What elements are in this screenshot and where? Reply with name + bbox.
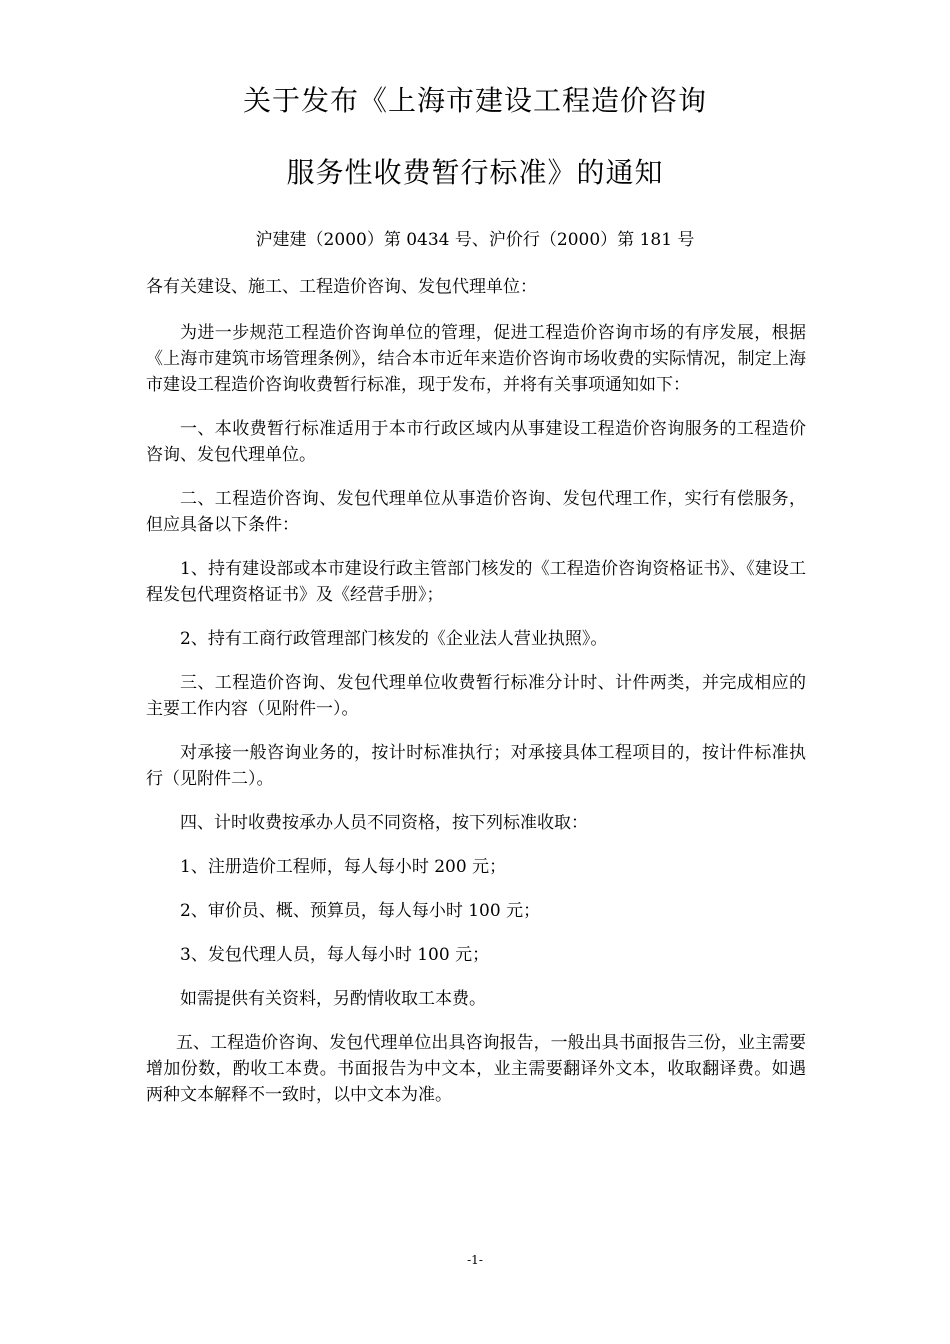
paragraph-condition-1: 1、持有建设部或本市建设行政主管部门核发的《工程造价咨询资格证书》、《建设工程发包代理资格证书》及《经营手册》； [146, 559, 806, 605]
page-number: -1- [467, 1253, 483, 1267]
paragraph-section-2: 二、工程造价咨询、发包代理单位从事造价咨询、发包代理工作，实行有偿服务，但应具备以下条件： [146, 489, 806, 535]
document-number: 沪建建（2000）第 0434 号、沪价行（2000）第 181 号 [255, 230, 695, 250]
paragraph-condition-2: 2、持有工商行政管理部门核发的《企业法人营业执照》。 [180, 629, 608, 649]
paragraph-rate-1: 1、注册造价工程师，每人每小时 200 元； [180, 857, 507, 877]
paragraph-materials-fee: 如需提供有关资料，另酌情收取工本费。 [180, 989, 486, 1009]
paragraph-rate-3: 3、发包代理人员，每人每小时 100 元； [180, 945, 490, 965]
document-title-line-1: 关于发布《上海市建设工程造价咨询 [242, 84, 707, 117]
paragraph-section-1: 一、本收费暂行标准适用于本市行政区域内从事建设工程造价咨询服务的工程造价咨询、发包代理单位。 [146, 419, 806, 465]
paragraph-section-4: 四、计时收费按承办人员不同资格，按下列标准收取： [180, 813, 588, 833]
document-body [146, 274, 806, 1126]
document-title-line-2: 服务性收费暂行标准》的通知 [286, 156, 664, 189]
salutation: 各有关建设、施工、工程造价咨询、发包代理单位： [146, 277, 537, 297]
paragraph-intro: 为进一步规范工程造价咨询单位的管理，促进工程造价咨询市场的有序发展，根据《上海市建筑市场管理条例》，结合本市近年来造价咨询市场收费的实际情况，制定上海市建设工程造价咨询收费暂行标准，现于发布，并将有关事项通知如下： [146, 323, 806, 395]
paragraph-rate-2: 2、审价员、概、预算员，每人每小时 100 元； [180, 901, 541, 921]
paragraph-section-5: 五、工程造价咨询、发包代理单位出具咨询报告，一般出具书面报告三份，业主需要增加份数，酌收工本费。书面报告为中文本，业主需要翻译外文本，收取翻译费。如遇两种文本解释不一致时，以中文本为准。 [146, 1033, 806, 1105]
paragraph-section-3-detail: 对承接一般咨询业务的，按计时标准执行；对承接具体工程项目的，按计件标准执行（见附件二）。 [146, 743, 806, 789]
paragraph-section-3: 三、工程造价咨询、发包代理单位收费暂行标准分计时、计件两类，并完成相应的主要工作内容（见附件一）。 [146, 673, 806, 719]
